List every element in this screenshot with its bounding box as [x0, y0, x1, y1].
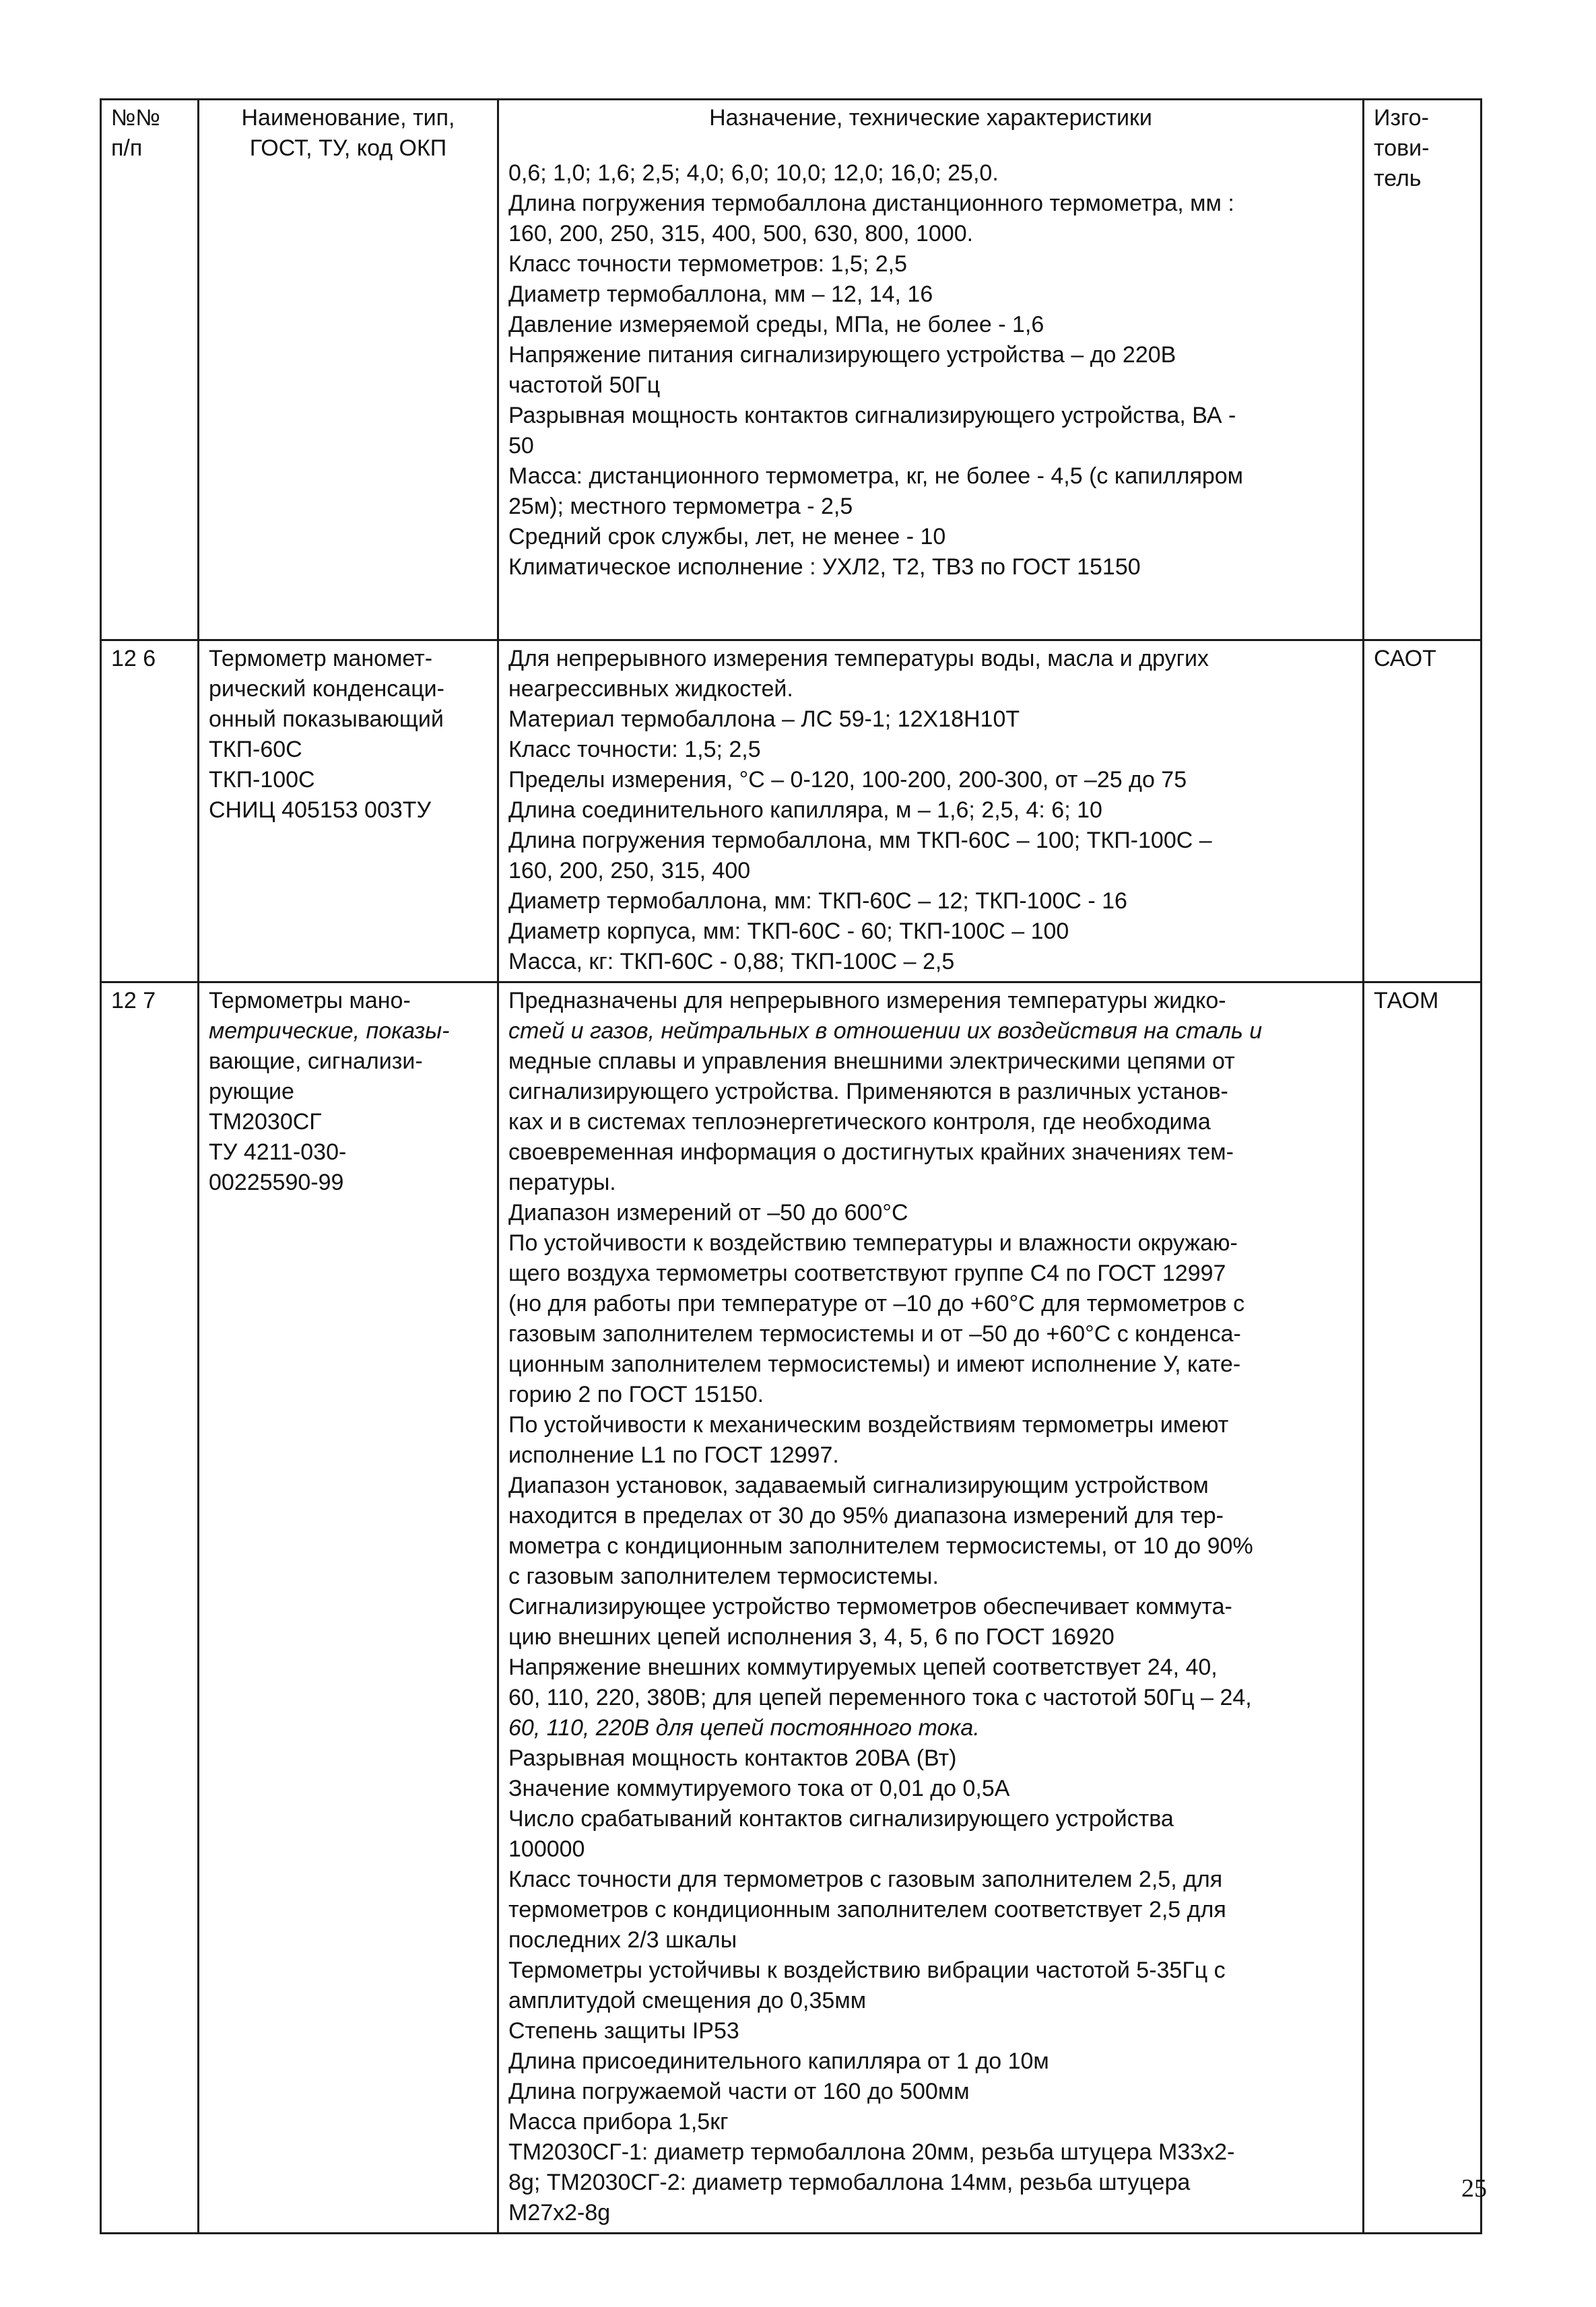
text-line: находится в пределах от 30 до 95% диапазона измерений для тер-: [508, 1503, 1224, 1529]
text-line: 160, 200, 250, 315, 400, 500, 630, 800, 1000.: [508, 221, 974, 246]
text-line: 8g; ТМ2030СГ-2: диаметр термобаллона 14мм, резьба штуцера: [508, 2170, 1191, 2195]
text-line: ТКП-100С: [209, 767, 315, 793]
header-maker: Изго-: [1374, 105, 1429, 131]
text-line: 25м); местного термометра - 2,5: [508, 494, 853, 519]
text-line: 160, 200, 250, 315, 400: [508, 858, 751, 883]
text-line: 50: [508, 433, 534, 459]
text-line: неагрессивных жидкостей.: [508, 676, 793, 702]
text-line: М27х2-8g: [508, 2200, 611, 2226]
text-line: Давление измеряемой среды, МПа, не более - 1,6: [508, 312, 1044, 337]
text-line: щего воздуха термометры соответствуют группе С4 по ГОСТ 12997: [508, 1261, 1226, 1286]
text-line: метрические, показы-: [209, 1018, 450, 1044]
text-line: Длина погружения термобаллона, мм ТКП-60С – 100; ТКП-100С –: [508, 828, 1212, 853]
text-line: Напряжение питания сигнализирующего устройства – до 220В: [508, 342, 1176, 368]
text-line: Масса: дистанционного термометра, кг, не более - 4,5 (с капилляром: [508, 463, 1244, 489]
text-line: вающие, сигнализи-: [209, 1048, 423, 1074]
text-line: Диаметр термобаллона, мм: ТКП-60С – 12; ТКП-100С - 16: [508, 888, 1127, 914]
text-line: Разрывная мощность контактов сигнализирующего устройства, ВА -: [508, 403, 1236, 428]
text-line: ках и в системах теплоэнергетического контроля, где необходима: [508, 1109, 1211, 1135]
header-maker-cell: [1364, 100, 1482, 640]
row-num: 12 7: [101, 982, 199, 2234]
text-line: 60, 110, 220, 380В; для цепей переменного тока с частотой 50Гц – 24,: [508, 1685, 1252, 1710]
text-line: своевременная информация о достигнутых крайних значениях тем-: [508, 1139, 1234, 1165]
row-maker: САОТ: [1364, 640, 1482, 982]
header-purpose: Назначение, технические характеристики: [709, 105, 1152, 131]
text-line: последних 2/3 шкалы: [508, 1927, 737, 1953]
text-line: 60, 110, 220В для цепей постоянного тока.: [508, 1715, 980, 1741]
text-line: медные сплавы и управления внешними электрическими цепями от: [508, 1048, 1235, 1074]
text-line: Для непрерывного измерения температуры воды, масла и других: [508, 646, 1209, 671]
text-line: онный показывающий: [209, 706, 444, 732]
text-line: Класс точности для термометров с газовым заполнителем 2,5, для: [508, 1867, 1223, 1892]
text-line: Диапазон установок, задаваемый сигнализирующим устройством: [508, 1473, 1209, 1498]
row-name: [199, 982, 498, 2234]
header-num-cell: [101, 100, 199, 640]
text-line: цию внешних цепей исполнения 3, 4, 5, 6 по ГОСТ 16920: [508, 1624, 1115, 1650]
text-line: 00225590-99: [209, 1170, 344, 1195]
text-line: Класс точности: 1,5; 2,5: [508, 737, 761, 762]
header-name: ГОСТ, ТУ, код ОКП: [249, 135, 447, 161]
text-line: 0,6; 1,0; 1,6; 2,5; 4,0; 6,0; 10,0; 12,0; 16,0; 25,0.: [508, 160, 999, 186]
text-line: Число срабатываний контактов сигнализирующего устройства: [508, 1806, 1174, 1832]
text-line: Разрывная мощность контактов 20ВА (Вт): [508, 1745, 957, 1771]
text-line: Степень защиты IP53: [508, 2018, 739, 2044]
text-line: частотой 50Гц: [508, 372, 661, 398]
text-line: Напряжение внешних коммутируемых цепей соответствует 24, 40,: [508, 1654, 1218, 1680]
table-row: [101, 100, 1482, 640]
text-line: Значение коммутируемого тока от 0,01 до 0,5А: [508, 1776, 1010, 1801]
continuation-cell: [498, 100, 1364, 640]
text-line: Климатическое исполнение : УХЛ2, Т2, ТВ3 по ГОСТ 15150: [508, 554, 1141, 580]
text-line: Термометры устойчивы к воздействию вибрации частотой 5-35Гц с: [508, 1958, 1226, 1983]
text-line: газовым заполнителем термосистемы и от –50 до +60°С с конденса-: [508, 1321, 1241, 1347]
text-line: термометров с кондиционным заполнителем соответствует 2,5 для: [508, 1897, 1226, 1923]
header-name: Наименование, тип,: [241, 105, 455, 131]
text-line: Материал термобаллона – ЛС 59-1; 12Х18Н10Т: [508, 706, 1020, 732]
header-maker: тель: [1374, 166, 1422, 191]
row-maker: ТАОМ: [1364, 982, 1482, 2234]
text-line: ционным заполнителем термосистемы) и имеют исполнение У, кате-: [508, 1351, 1241, 1377]
text-line: с газовым заполнителем термосистемы.: [508, 1564, 939, 1589]
header-num: №№: [111, 105, 160, 131]
text-line: ТУ 4211-030-: [209, 1139, 347, 1165]
header-maker: тови-: [1374, 135, 1430, 161]
row-num: 12 6: [101, 640, 199, 982]
text-line: СНИЦ 405153 003ТУ: [209, 797, 432, 823]
text-line: Длина соединительного капилляра, м – 1,6; 2,5, 4: 6; 10: [508, 797, 1102, 823]
text-line: ТМ2030СГ-1: диаметр термобаллона 20мм, резьба штуцера М33х2-: [508, 2139, 1235, 2165]
header-name-cell: [199, 100, 498, 640]
text-line: Средний срок службы, лет, не менее - 10: [508, 524, 946, 549]
text-line: Масса, кг: ТКП-60С - 0,88; ТКП-100С – 2,5: [508, 949, 955, 974]
text-line: Предназначены для непрерывного измерения температуры жидко-: [508, 988, 1226, 1013]
text-line: (но для работы при температуре от –10 до +60°С для термометров с: [508, 1291, 1245, 1316]
text-line: По устойчивости к механическим воздействиям термометры имеют: [508, 1412, 1229, 1438]
spec-table: [100, 98, 1482, 2234]
row-name: [199, 640, 498, 982]
text-line: 100000: [508, 1836, 585, 1862]
text-line: Масса прибора 1,5кг: [508, 2109, 729, 2135]
table-row: [101, 640, 1482, 982]
text-line: мометра с кондиционным заполнителем термосистемы, от 10 до 90%: [508, 1533, 1253, 1559]
text-line: сигнализирующего устройства. Применяются в различных установ-: [508, 1079, 1228, 1104]
text-line: Длина присоединительного капилляра от 1 до 10м: [508, 2048, 1049, 2074]
text-line: Сигнализирующее устройство термометров обеспечивает коммута-: [508, 1594, 1232, 1619]
continuation-text: [508, 158, 1353, 582]
text-line: Диапазон измерений от –50 до 600°С: [508, 1200, 908, 1226]
table-row: [101, 982, 1482, 2234]
text-line: По устойчивости к воздействию температуры и влажности окружаю-: [508, 1230, 1238, 1256]
text-line: исполнение L1 по ГОСТ 12997.: [508, 1442, 839, 1468]
text-line: ТМ2030СГ: [209, 1109, 322, 1135]
row-purpose: [498, 640, 1364, 982]
row-purpose: [498, 982, 1364, 2234]
text-line: Класс точности термометров: 1,5; 2,5: [508, 251, 907, 277]
text-line: Пределы измерения, °С – 0-120, 100-200, 200-300, от –25 до 75: [508, 767, 1187, 793]
text-line: рующие: [209, 1079, 294, 1104]
header-num: п/п: [111, 135, 143, 161]
text-line: амплитудой смещения до 0,35мм: [508, 1988, 867, 2013]
text-line: Термометры мано-: [209, 988, 411, 1013]
text-line: рический конденсаци-: [209, 676, 444, 702]
text-line: Длина погружаемой части от 160 до 500мм: [508, 2079, 970, 2104]
text-line: Термометр маномет-: [209, 646, 433, 671]
text-line: ТКП-60С: [209, 737, 302, 762]
text-line: Диаметр термобаллона, мм – 12, 14, 16: [508, 281, 933, 307]
text-line: Диаметр корпуса, мм: ТКП-60С - 60; ТКП-100С – 100: [508, 918, 1069, 944]
text-line: Длина погружения термобаллона дистанционного термометра, мм :: [508, 191, 1234, 216]
page-number: 25: [1461, 2174, 1487, 2203]
text-line: стей и газов, нейтральных в отношении их воздействия на сталь и: [508, 1018, 1263, 1044]
text-line: горию 2 по ГОСТ 15150.: [508, 1382, 764, 1407]
text-line: пературы.: [508, 1170, 616, 1195]
